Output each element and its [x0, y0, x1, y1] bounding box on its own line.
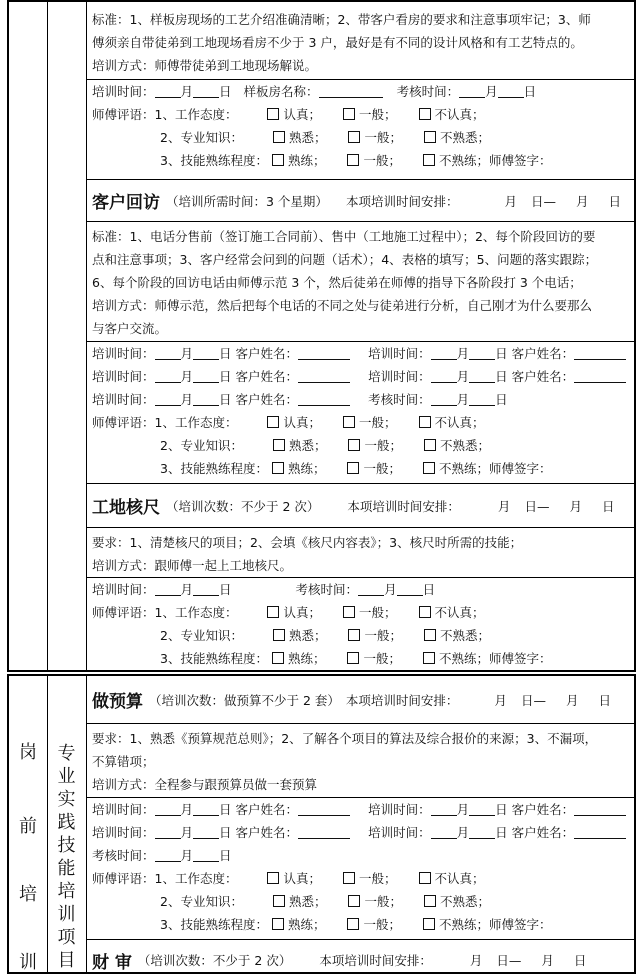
blank-field[interactable] [193, 83, 219, 98]
checkbox[interactable] [343, 606, 355, 618]
checkbox[interactable] [348, 439, 360, 451]
stage-char: 训 [19, 952, 37, 973]
eval-row-attitude: 师傅评语：1、工作态度： 认真； 一般； 不认真； [92, 107, 485, 122]
blank-field[interactable] [319, 83, 383, 98]
blank-field[interactable] [431, 824, 457, 839]
category-char: 项 [57, 927, 76, 948]
blank-field[interactable] [155, 391, 181, 406]
checkbox[interactable] [347, 154, 359, 166]
left-column-blank [9, 2, 48, 670]
checkbox[interactable] [267, 108, 279, 120]
checkbox[interactable] [424, 439, 436, 451]
time-row: 培训时间： 月 日 客户姓名： 培训时间： 月 日 客户姓名： [92, 365, 628, 388]
sample-room-requirements [86, 2, 634, 80]
section-header-client-visit: 客户回访 （培训所需时间：3 个星期） 本项培训时间安排： 月 日— 月 日 [86, 180, 634, 222]
checkbox[interactable] [423, 154, 435, 166]
blank-field[interactable] [298, 801, 350, 816]
blank-field[interactable] [193, 824, 219, 839]
blank-field[interactable] [469, 345, 495, 360]
category-char: 专 [57, 743, 76, 764]
time-row: 培训时间： 月 日 客户姓名： 培训时间： 月 日 客户姓名： [92, 342, 628, 365]
eval-row-knowledge: 2、专业知识： 熟悉； 一般； 不熟悉； [160, 130, 491, 145]
blank-field[interactable] [155, 847, 181, 862]
checkbox[interactable] [419, 416, 431, 428]
checkbox[interactable] [343, 872, 355, 884]
section-header-budget: 做预算 （培训次数：做预算不少于 2 套） 本项培训时间安排： 月 日— 月 日 [86, 676, 634, 724]
section-header-site-measure: 工地核尺 （培训次数：不少于 2 次） 本项培训时间安排： 月 日— 月 日 [86, 484, 634, 528]
checkbox[interactable] [343, 416, 355, 428]
category-column [47, 676, 87, 972]
checkbox[interactable] [347, 918, 359, 930]
checkbox[interactable] [423, 918, 435, 930]
time-row: 培训时间： 月 日 客户姓名： 培训时间： 月 日 客户姓名： [92, 821, 628, 844]
blank-field[interactable] [298, 368, 350, 383]
stage-column [9, 676, 48, 972]
blank-field[interactable] [469, 801, 495, 816]
category-char: 践 [57, 812, 76, 833]
blank-field[interactable] [155, 368, 181, 383]
sample-room-evaluation [86, 80, 634, 180]
checkbox[interactable] [347, 652, 359, 664]
checkbox[interactable] [273, 131, 285, 143]
blank-field[interactable] [431, 801, 457, 816]
stage-char: 岗 [19, 742, 37, 763]
checkbox[interactable] [272, 918, 284, 930]
time-row: 培训时间： 月 日 客户姓名： 培训时间： 月 日 客户姓名： [92, 798, 628, 821]
section-title: 工地核尺 [92, 498, 160, 518]
blank-field[interactable] [298, 391, 350, 406]
blank-field[interactable] [574, 368, 626, 383]
training-method: 培训方式：师傅带徒弟到工地现场解说。 [92, 58, 318, 73]
checkbox[interactable] [272, 652, 284, 664]
category-char: 训 [57, 904, 76, 925]
blank-field[interactable] [574, 824, 626, 839]
blank-field[interactable] [469, 824, 495, 839]
checkbox[interactable] [267, 606, 279, 618]
category-char: 实 [57, 789, 76, 810]
blank-field[interactable] [155, 345, 181, 360]
category-char: 培 [57, 881, 76, 902]
exam-row: 考核时间： 月 日 [92, 848, 232, 863]
checkbox[interactable] [347, 462, 359, 474]
blank-field[interactable] [431, 391, 457, 406]
blank-field[interactable] [358, 581, 384, 596]
checkbox[interactable] [348, 895, 360, 907]
budget-evaluation: 培训时间： 月 日 客户姓名： 培训时间： 月 日 客户姓名： 培训时间： 月 日 客户姓名： 培训时间： 月 日 客户姓名： 考核时间： 月 日 师傅评语：1、工作态度： 认真； 一般； 不认真； 2、专业知识： 熟悉； 一般； 不熟悉； 3、技能熟练程度： 熟练； 一般； 不熟练；师傅签字： [86, 798, 634, 940]
section-title: 财 审 [92, 952, 132, 973]
client-visit-requirements: 标准：1、电话分售前（签订施工合同前）、售中（工地施工过程中）；2、每个阶段回访的要 点和注意事项；3、客户经常会问到的问题（话术）；4、表格的填写；5、问题的落实跟踪； 6、每个阶段的回访电话由师傅示范 3 个，然后徒弟在师傅的指导下各阶段打 3 个电话； 培训方式：师傅示范，然后把每个电话的不同之处与徒弟进行分析，自己刚才为什么要那么 与客户交流。 [86, 222, 634, 342]
blank-field[interactable] [193, 801, 219, 816]
checkbox[interactable] [419, 108, 431, 120]
checkbox[interactable] [419, 606, 431, 618]
blank-field[interactable] [574, 801, 626, 816]
category-label [47, 742, 86, 972]
checkbox[interactable] [267, 416, 279, 428]
checkbox[interactable] [423, 462, 435, 474]
checkbox[interactable] [424, 629, 436, 641]
blank-field[interactable] [498, 83, 524, 98]
section-title: 做预算 [92, 692, 143, 712]
checkbox[interactable] [424, 131, 436, 143]
checkbox[interactable] [267, 872, 279, 884]
section-title: 客户回访 [92, 193, 160, 213]
requirement-line: 标准：1、样板房现场的工艺介绍准确清晰；2、带客户看房的要求和注意事项牢记；3、师 [92, 12, 591, 27]
blank-field[interactable] [574, 345, 626, 360]
blank-field[interactable] [193, 345, 219, 360]
blank-field[interactable] [431, 345, 457, 360]
blank-field[interactable] [155, 801, 181, 816]
checkbox[interactable] [272, 154, 284, 166]
blank-field[interactable] [431, 368, 457, 383]
checkbox[interactable] [348, 629, 360, 641]
blank-field[interactable] [469, 368, 495, 383]
checkbox[interactable] [343, 108, 355, 120]
time-row: 培训时间： 月 日 考核时间： 月 日 [92, 582, 436, 597]
blank-field[interactable] [397, 581, 423, 596]
checkbox[interactable] [424, 895, 436, 907]
training-table-1 [7, 0, 636, 672]
time-row: 培训时间： 月 日 客户姓名： 考核时间： 月 日 [92, 392, 508, 407]
training-table-2 [7, 674, 636, 974]
blank-field[interactable] [193, 581, 219, 596]
site-measure-requirements: 要求：1、清楚核尺的项目；2、会填《核尺内容表》；3、核尺时所需的技能； 培训方式：跟师傅一起上工地核尺。 [86, 528, 634, 578]
requirement-line: 傅须亲自带徒弟到工地现场看房不少于 3 户，最好是有不同的设计风格和有工艺特点的。 [92, 35, 583, 50]
checkbox[interactable] [272, 462, 284, 474]
category-char: 技 [57, 835, 76, 856]
blank-field[interactable] [459, 83, 485, 98]
checkbox[interactable] [273, 629, 285, 641]
checkbox[interactable] [348, 131, 360, 143]
checkbox[interactable] [419, 872, 431, 884]
budget-requirements: 要求：1、熟悉《预算规范总则》；2、了解各个项目的算法及综合报价的来源；3、不漏项， 不算错项； 培训方式：全程参与跟预算员做一套预算 [86, 724, 634, 798]
blank-field[interactable] [298, 824, 350, 839]
blank-field[interactable] [193, 368, 219, 383]
blank-field[interactable] [193, 391, 219, 406]
blank-field[interactable] [193, 847, 219, 862]
category-char: 业 [57, 766, 76, 787]
blank-field[interactable] [469, 391, 495, 406]
stage-char: 前 [19, 816, 37, 837]
category-column-blank [47, 2, 87, 670]
blank-field[interactable] [298, 345, 350, 360]
checkbox[interactable] [273, 895, 285, 907]
stage-char: 培 [19, 884, 37, 905]
category-char: 能 [57, 858, 76, 879]
time-row: 培训时间： 月 日 样板房名称： 考核时间： 月 日 [92, 84, 537, 99]
blank-field[interactable] [155, 83, 181, 98]
blank-field[interactable] [155, 824, 181, 839]
blank-field[interactable] [155, 581, 181, 596]
client-visit-evaluation: 培训时间： 月 日 客户姓名： 培训时间： 月 日 客户姓名： 培训时间： 月 日 客户姓名： 培训时间： 月 日 客户姓名： 培训时间： 月 日 客户姓名： 考核时间： 月 日 师傅评语：1、工作态度： 认真； 一般； 不认真； 2、专业知识： 熟悉； 一般； 不熟悉； 3、技能熟练程度： 熟练； 一般； 不熟练；师傅签字： [86, 342, 634, 484]
site-measure-evaluation: 培训时间： 月 日 考核时间： 月 日 师傅评语：1、工作态度： 认真； 一般； 不认真； 2、专业知识： 熟悉； 一般； 不熟悉； 3、技能熟练程度： 熟练； 一般； 不熟练；师傅签字： [86, 578, 634, 670]
category-char: 目 [57, 950, 76, 971]
section-header-finance-audit: 财 审 （培训次数：不少于 2 次） 本项培训时间安排： 月 日— 月 日 [86, 940, 634, 980]
eval-row-skill: 3、技能熟练程度： 熟练； 一般； 不熟练；师傅签字： [160, 153, 552, 168]
checkbox[interactable] [423, 652, 435, 664]
checkbox[interactable] [273, 439, 285, 451]
